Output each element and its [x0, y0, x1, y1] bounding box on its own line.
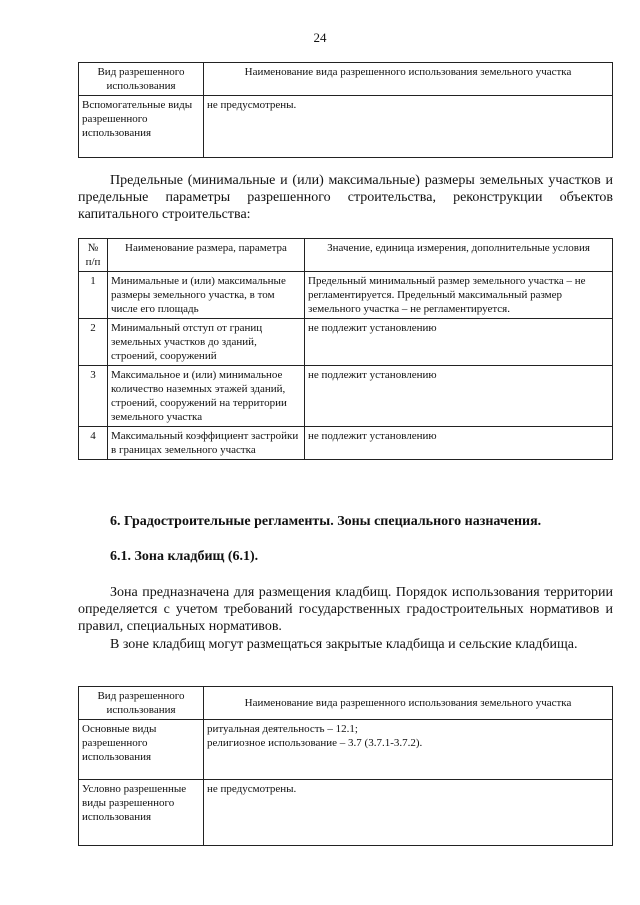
cell-value: не подлежит установлению — [305, 366, 613, 427]
cell-param: Максимальное и (или) минимальное количество наземных этажей зданий, строений, сооружений на территории земельного участка — [108, 366, 305, 427]
cell-num: 2 — [79, 319, 108, 366]
cell-value: не подлежит установлению — [305, 319, 613, 366]
use-name-line: ритуальная деятельность – 12.1; — [207, 723, 358, 735]
section-heading-special-zones: 6. Градостроительные регламенты. Зоны специального назначения. — [110, 514, 542, 529]
table-permitted-use-auxiliary — [78, 62, 613, 158]
header-value: Значение, единица измерения, дополнительные условия — [305, 239, 613, 272]
use-name-line: не предусмотрены. — [207, 783, 297, 795]
cell-use-name — [204, 720, 613, 780]
subsection-heading-cemetery-zone: 6.1. Зона кладбищ (6.1). — [110, 549, 259, 564]
table-header-row — [79, 63, 613, 96]
table-row — [79, 720, 613, 780]
cell-use-name: не предусмотрены. — [204, 96, 613, 158]
table-row — [79, 272, 613, 319]
table-row — [79, 780, 613, 846]
table-row — [79, 427, 613, 460]
paragraph-limits-intro: Предельные (минимальные и (или) максимальные) размеры земельных участков и предельные параметры разрешенного строительства, реконструкции объектов капитального строительства: — [78, 173, 613, 222]
table-row — [79, 96, 613, 158]
table-header-row — [79, 687, 613, 720]
header-num: № п/п — [79, 239, 108, 272]
header-use-type: Вид разрешенного использования — [79, 687, 204, 720]
cell-value: не подлежит установлению — [305, 427, 613, 460]
cell-param: Минимальный отступ от границ земельных участков до зданий, строений, сооружений — [108, 319, 305, 366]
header-param: Наименование размера, параметра — [108, 239, 305, 272]
header-use-type: Вид разрешенного использования — [79, 63, 204, 96]
header-use-name: Наименование вида разрешенного использования земельного участка — [204, 63, 613, 96]
header-use-name: Наименование вида разрешенного использования земельного участка — [204, 687, 613, 720]
table-row — [79, 366, 613, 427]
table-permitted-use-cemetery — [78, 686, 613, 846]
cell-use-name — [204, 780, 613, 846]
table-header-row — [79, 239, 613, 272]
cell-use-type: Основные виды разрешенного использования — [79, 720, 204, 780]
paragraph-zone-purpose: Зона предназначена для размещения кладбищ. Порядок использования территории определяется с учетом требований государственных градостроительных нормативов и правил, специальных нормативов. — [78, 585, 613, 634]
cell-use-type: Вспомогательные виды разрешенного использования — [79, 96, 204, 158]
use-name-line: религиозное использование – 3.7 (3.7.1-3.7.2). — [207, 737, 423, 749]
table-limit-parameters — [78, 238, 613, 460]
cell-num: 1 — [79, 272, 108, 319]
paragraph-zone-cemeteries: В зоне кладбищ могут размещаться закрытые кладбища и сельские кладбища. — [110, 637, 578, 652]
cell-param: Максимальный коэффициент застройки в границах земельного участка — [108, 427, 305, 460]
cell-num: 3 — [79, 366, 108, 427]
cell-value: Предельный минимальный размер земельного участка – не регламентируется. Предельный максимальный размер земельного участка – не регламентируется. — [305, 272, 613, 319]
table-row — [79, 319, 613, 366]
cell-use-type: Условно разрешенные виды разрешенного использования — [79, 780, 204, 846]
cell-num: 4 — [79, 427, 108, 460]
cell-param: Минимальные и (или) максимальные размеры земельного участка, в том числе его площадь — [108, 272, 305, 319]
page-number: 24 — [313, 30, 327, 45]
